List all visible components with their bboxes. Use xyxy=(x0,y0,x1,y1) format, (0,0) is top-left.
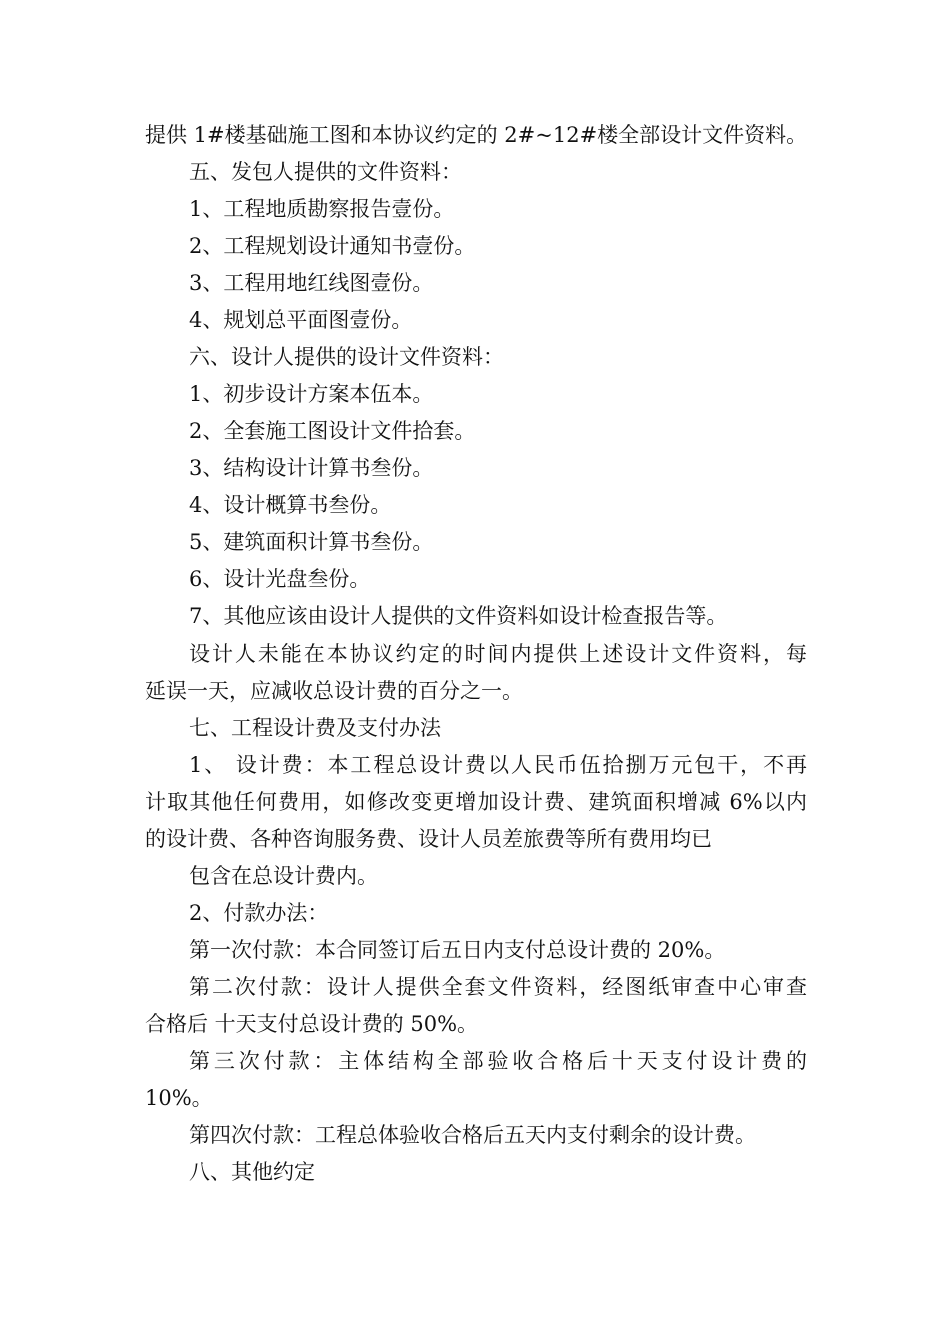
list-item: 2、全套施工图设计文件拾套。 xyxy=(189,419,476,443)
paragraph-line: 设计人未能在本协议约定的时间内提供上述设计文件资料，每 xyxy=(189,642,807,666)
list-item: 5、建筑面积计算书叁份。 xyxy=(189,530,434,554)
list-item: 3、结构设计计算书叁份。 xyxy=(189,456,434,480)
section-heading: 八、其他约定 xyxy=(189,1160,315,1184)
list-item: 4、设计概算书叁份。 xyxy=(189,493,392,517)
paragraph-line: 计取其他任何费用，如修改变更增加设计费、建筑面积增减 6%以内 xyxy=(145,790,807,814)
list-item: 7、其他应该由设计人提供的文件资料如设计检查报告等。 xyxy=(189,604,728,628)
document-body xyxy=(145,117,807,1191)
list-item: 6、设计光盘叁份。 xyxy=(189,567,371,591)
list-item: 1、工程地质勘察报告壹份。 xyxy=(189,197,455,221)
paragraph-line: 合格后 十天支付总设计费的 50%。 xyxy=(145,1012,479,1036)
paragraph-line: 延误一天，应减收总设计费的百分之一。 xyxy=(145,679,523,703)
list-item: 4、规划总平面图壹份。 xyxy=(189,308,413,332)
section-heading: 五、发包人提供的文件资料： xyxy=(189,160,462,184)
paragraph-line: 包含在总设计费内。 xyxy=(189,864,378,888)
list-item: 2、付款办法： xyxy=(189,901,329,925)
list-item: 1、初步设计方案本伍本。 xyxy=(189,382,434,406)
text-line: 提供 1#楼基础施工图和本协议约定的 2#~12#楼全部设计文件资料。 xyxy=(145,123,807,147)
payment-line: 第四次付款：工程总体验收合格后五天内支付剩余的设计费。 xyxy=(189,1123,756,1147)
payment-line: 第二次付款：设计人提供全套文件资料，经图纸审查中心审查 xyxy=(189,975,807,999)
paragraph-line: 10%。 xyxy=(145,1086,213,1110)
section-heading: 六、设计人提供的设计文件资料： xyxy=(189,345,504,369)
list-item: 2、工程规划设计通知书壹份。 xyxy=(189,234,476,258)
paragraph-line: 1、 设计费：本工程总设计费以人民币伍拾捌万元包干，不再 xyxy=(189,753,807,777)
paragraph-line: 的设计费、各种咨询服务费、设计人员差旅费等所有费用均已 xyxy=(145,827,712,851)
list-item: 3、工程用地红线图壹份。 xyxy=(189,271,434,295)
payment-line: 第一次付款：本合同签订后五日内支付总设计费的 20%。 xyxy=(189,938,726,962)
section-heading: 七、工程设计费及支付办法 xyxy=(189,716,441,740)
payment-line: 第三次付款：主体结构全部验收合格后十天支付设计费的 xyxy=(189,1049,807,1073)
